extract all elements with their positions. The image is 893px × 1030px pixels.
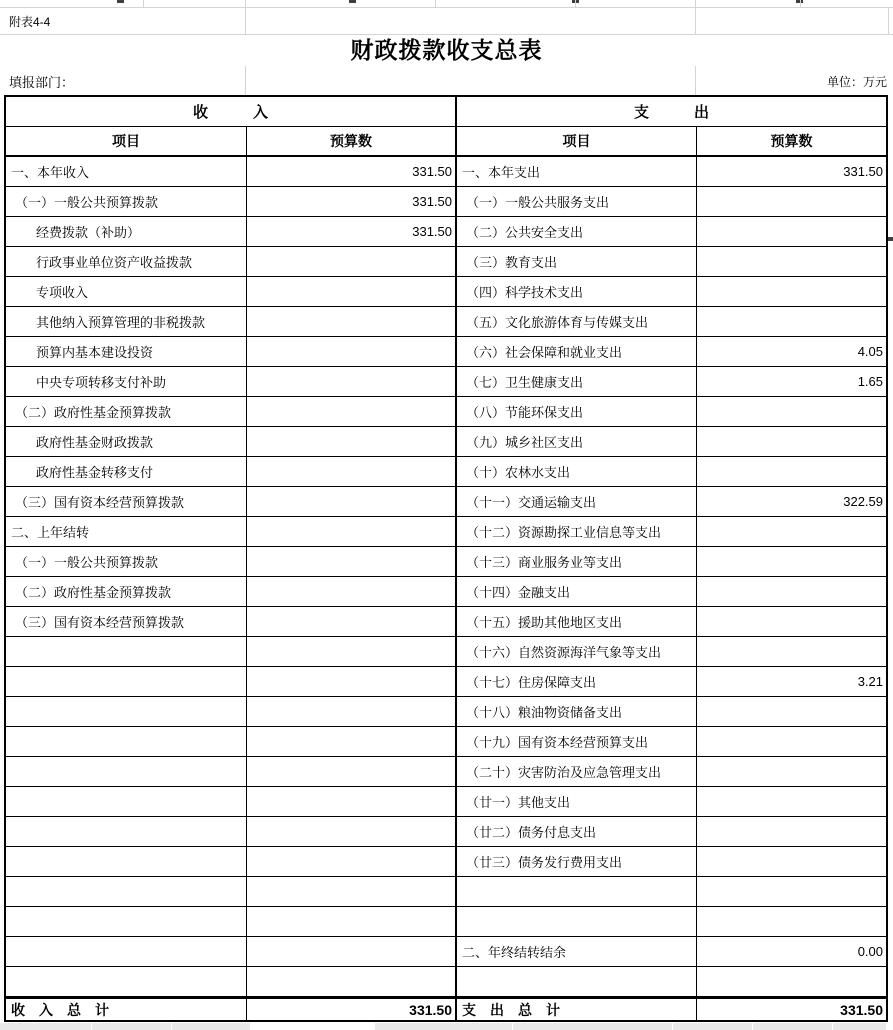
income-table-row (6, 967, 455, 997)
expenditure-item-cell[interactable]: （十一）交通运输支出 (457, 487, 697, 516)
expenditure-item-cell[interactable]: （廿一）其他支出 (457, 787, 697, 816)
income-item-cell[interactable] (6, 937, 247, 966)
income-table-row (6, 367, 455, 397)
expenditure-table-row (457, 877, 886, 907)
expenditure-budget-cell[interactable] (697, 397, 886, 426)
expenditure-budget-cell[interactable] (697, 637, 886, 666)
dept-label-cell[interactable]: 填报部门： (9, 75, 75, 90)
expenditure-table-row (457, 427, 886, 457)
expenditure-budget-cell[interactable] (697, 877, 886, 906)
gridline (245, 8, 246, 35)
expenditure-item-cell[interactable]: （十三）商业服务业等支出 (457, 547, 697, 576)
expenditure-budget-cell[interactable]: 3.21 (857, 674, 883, 689)
income-table-row (6, 757, 455, 787)
gridline (888, 8, 889, 35)
expenditure-item-cell[interactable]: （十七）住房保障支出 (457, 667, 697, 696)
expenditure-table-row (457, 907, 886, 937)
income-item-cell[interactable]: 行政事业单位资产收益拨款 (6, 247, 247, 276)
income-budget-cell[interactable] (247, 967, 455, 996)
income-budget-cell[interactable] (247, 937, 455, 966)
expenditure-table-row (457, 937, 886, 967)
income-table-row (6, 907, 455, 937)
expenditure-budget-cell[interactable] (697, 277, 886, 306)
expenditure-budget-cell[interactable] (697, 817, 886, 846)
expenditure-item-cell[interactable]: （十五）援助其他地区支出 (457, 607, 697, 636)
expenditure-budget-cell[interactable]: 0.00 (857, 944, 883, 959)
expenditure-item-cell[interactable]: 一、本年支出 (457, 157, 697, 186)
expenditure-table-row (457, 487, 886, 517)
expenditure-table-row (457, 217, 886, 247)
income-table-row (6, 337, 455, 367)
expenditure-budget-cell[interactable]: 4.05 (857, 344, 883, 359)
income-table-row (6, 847, 455, 877)
income-item-cell[interactable] (6, 637, 247, 666)
gridline (695, 66, 696, 95)
income-item-cell[interactable]: 经费拨款（补助） (6, 217, 247, 246)
expenditure-item-column-header[interactable]: 项目 (457, 127, 697, 155)
expenditure-item-cell[interactable]: （二十）灾害防治及应急管理支出 (457, 757, 697, 786)
gridline (695, 8, 696, 35)
clipped-character-artifact (117, 0, 124, 3)
expenditure-table-row (457, 517, 886, 547)
clipped-character-artifact (349, 0, 356, 3)
income-item-cell[interactable] (6, 787, 247, 816)
income-table-row (6, 637, 455, 667)
expenditure-table-row (457, 277, 886, 307)
expenditure-total-value-cell[interactable]: 331.50 (840, 1001, 883, 1018)
income-rows (6, 157, 457, 1020)
income-table-row (6, 817, 455, 847)
income-budget-cell[interactable] (247, 727, 455, 756)
income-budget-cell[interactable] (247, 877, 455, 906)
expenditure-table-row (457, 577, 886, 607)
income-table-row (6, 577, 455, 607)
income-total-value-cell[interactable]: 331.50 (409, 1001, 452, 1018)
income-item-cell[interactable]: （三）国有资本经营预算拨款 (6, 487, 247, 516)
income-budget-cell[interactable] (247, 247, 455, 276)
income-budget-cell[interactable] (247, 577, 455, 606)
expenditure-total-row (457, 997, 886, 1020)
expenditure-table-row (457, 187, 886, 217)
expenditure-table-row (457, 367, 886, 397)
expenditure-budget-cell[interactable] (697, 547, 886, 576)
income-item-cell[interactable]: 中央专项转移支付补助 (6, 367, 247, 396)
income-item-cell[interactable]: （一）一般公共预算拨款 (6, 187, 247, 216)
expenditure-item-cell[interactable]: （十六）自然资源海洋气象等支出 (457, 637, 697, 666)
expenditure-table-row (457, 307, 886, 337)
expenditure-item-cell[interactable]: （四）科学技术支出 (457, 277, 697, 306)
expenditure-budget-cell[interactable] (697, 577, 886, 606)
income-table-row (6, 727, 455, 757)
page-title[interactable]: 财政拨款收支总表 (350, 37, 543, 63)
expenditure-table-row (457, 697, 886, 727)
income-budget-cell[interactable] (247, 517, 455, 546)
income-budget-cell[interactable] (247, 277, 455, 306)
income-budget-cell[interactable] (247, 427, 455, 456)
expenditure-budget-cell[interactable]: 1.65 (857, 374, 883, 389)
income-total-label-cell[interactable]: 收 入 总 计 (6, 999, 247, 1020)
income-item-cell[interactable]: （二）政府性基金预算拨款 (6, 397, 247, 426)
expenditure-item-cell[interactable]: （十九）国有资本经营预算支出 (457, 727, 697, 756)
expenditure-budget-cell[interactable] (697, 307, 886, 336)
table-body (6, 157, 886, 1020)
income-table-row (6, 937, 455, 967)
income-table-row (6, 487, 455, 517)
expenditure-table-row (457, 457, 886, 487)
income-budget-cell[interactable] (247, 607, 455, 636)
expenditure-item-cell[interactable]: （廿二）债务付息支出 (457, 817, 697, 846)
expenditure-table-row (457, 547, 886, 577)
title-row (0, 35, 893, 66)
expenditure-table-row (457, 967, 886, 997)
expenditure-budget-cell[interactable]: 322.59 (843, 494, 883, 509)
expenditure-item-cell[interactable]: （廿三）债务发行费用支出 (457, 847, 697, 876)
income-item-cell[interactable] (6, 967, 247, 996)
income-table-row (6, 547, 455, 577)
income-budget-cell[interactable]: 331.50 (412, 194, 452, 209)
clipped-character-artifact (888, 237, 893, 241)
income-item-cell[interactable] (6, 817, 247, 846)
expenditure-item-cell[interactable] (457, 967, 697, 996)
income-item-cell[interactable]: 一、本年收入 (6, 157, 247, 186)
income-item-cell[interactable]: 专项收入 (6, 277, 247, 306)
expenditure-item-cell[interactable]: （二）公共安全支出 (457, 217, 697, 246)
expenditure-budget-cell[interactable] (697, 907, 886, 936)
income-budget-cell[interactable] (247, 547, 455, 576)
expenditure-item-cell[interactable]: （十二）资源勘探工业信息等支出 (457, 517, 697, 546)
expenditure-table-row (457, 247, 886, 277)
income-item-cell[interactable] (6, 877, 247, 906)
expenditure-item-cell[interactable]: （十）农林水支出 (457, 457, 697, 486)
expenditure-item-cell[interactable]: （十四）金融支出 (457, 577, 697, 606)
expenditure-rows (457, 157, 886, 1020)
expenditure-table-row (457, 637, 886, 667)
income-table-row (6, 517, 455, 547)
sheet-label-cell[interactable]: 附表4-4 (9, 15, 51, 29)
expenditure-budget-cell[interactable] (697, 847, 886, 876)
income-table-row (6, 157, 455, 187)
income-item-cell[interactable] (6, 907, 247, 936)
expenditure-budget-cell[interactable] (697, 457, 886, 486)
income-item-cell[interactable]: （三）国有资本经营预算拨款 (6, 607, 247, 636)
expenditure-table-row (457, 847, 886, 877)
column-header-row (6, 127, 886, 157)
income-budget-cell[interactable] (247, 457, 455, 486)
income-budget-cell[interactable] (247, 667, 455, 696)
dept-unit-row (0, 66, 893, 95)
income-table-row (6, 397, 455, 427)
income-budget-cell[interactable] (247, 697, 455, 726)
income-item-cell[interactable] (6, 667, 247, 696)
expenditure-item-cell[interactable]: （六）社会保障和就业支出 (457, 337, 697, 366)
income-item-cell[interactable] (6, 697, 247, 726)
clipped-row-remnant (0, 0, 893, 8)
income-table-row (6, 247, 455, 277)
income-table-row (6, 217, 455, 247)
income-table-row (6, 877, 455, 907)
income-table-row (6, 787, 455, 817)
gridline (245, 66, 246, 95)
income-item-cell[interactable]: 政府性基金财政拨款 (6, 427, 247, 456)
expenditure-table-row (457, 787, 886, 817)
income-item-cell[interactable] (6, 727, 247, 756)
expenditure-item-cell[interactable]: （八）节能环保支出 (457, 397, 697, 426)
expenditure-budget-cell[interactable] (697, 217, 886, 246)
expenditure-budget-cell[interactable] (697, 787, 886, 816)
income-table-row (6, 187, 455, 217)
expenditure-budget-column-header[interactable]: 预算数 (770, 133, 813, 149)
expenditure-table-row (457, 727, 886, 757)
section-header-row (6, 97, 886, 127)
expenditure-budget-cell[interactable] (697, 187, 886, 216)
income-total-row (6, 997, 455, 1020)
income-table-row (6, 697, 455, 727)
expenditure-item-cell[interactable]: （七）卫生健康支出 (457, 367, 697, 396)
income-item-cell[interactable]: （一）一般公共预算拨款 (6, 547, 247, 576)
expenditure-item-cell[interactable]: （十八）粮油物资储备支出 (457, 697, 697, 726)
income-table-row (6, 427, 455, 457)
summary-table (4, 95, 888, 1022)
expenditure-budget-cell[interactable] (697, 697, 886, 726)
expenditure-table-row (457, 757, 886, 787)
income-budget-column-header[interactable]: 预算数 (247, 127, 457, 155)
income-table-row (6, 607, 455, 637)
expenditure-total-label-cell[interactable]: 支 出 总 计 (457, 999, 697, 1020)
expenditure-table-row (457, 667, 886, 697)
income-table-row (6, 457, 455, 487)
expenditure-table-row (457, 397, 886, 427)
expenditure-budget-cell[interactable]: 331.50 (843, 164, 883, 179)
expenditure-budget-cell[interactable] (697, 517, 886, 546)
expenditure-item-cell[interactable]: （一）一般公共服务支出 (457, 187, 697, 216)
expenditure-item-cell[interactable] (457, 907, 697, 936)
income-table-row (6, 307, 455, 337)
income-budget-cell[interactable] (247, 847, 455, 876)
expenditure-table-row (457, 157, 886, 187)
expenditure-section-header[interactable]: 支 出 (633, 104, 709, 121)
income-budget-cell[interactable]: 331.50 (412, 164, 452, 179)
expenditure-item-cell[interactable]: （三）教育支出 (457, 247, 697, 276)
income-item-column-header[interactable]: 项目 (6, 127, 247, 155)
expenditure-budget-cell[interactable] (697, 607, 886, 636)
income-budget-cell[interactable]: 331.50 (412, 224, 452, 239)
income-budget-cell[interactable] (247, 817, 455, 846)
expenditure-budget-cell[interactable] (697, 427, 886, 456)
income-budget-cell[interactable] (247, 907, 455, 936)
income-item-cell[interactable]: （二）政府性基金预算拨款 (6, 577, 247, 606)
income-item-cell[interactable] (6, 847, 247, 876)
income-item-cell[interactable]: 二、上年结转 (6, 517, 247, 546)
income-budget-cell[interactable] (247, 397, 455, 426)
income-item-cell[interactable]: 预算内基本建设投资 (6, 337, 247, 366)
income-budget-cell[interactable] (247, 757, 455, 786)
income-table-row (6, 277, 455, 307)
income-budget-cell[interactable] (247, 307, 455, 336)
expenditure-item-cell[interactable]: 二、年终结转结余 (457, 937, 697, 966)
expenditure-budget-cell[interactable] (697, 757, 886, 786)
expenditure-table-row (457, 337, 886, 367)
clipped-cells-remnant (0, 1023, 893, 1030)
income-item-cell[interactable]: 政府性基金转移支付 (6, 457, 247, 486)
income-section-header[interactable]: 收 入 (6, 97, 457, 126)
income-budget-cell[interactable] (247, 487, 455, 516)
sheet-label-row (0, 8, 893, 35)
expenditure-budget-cell[interactable] (697, 247, 886, 276)
expenditure-table-row (457, 817, 886, 847)
income-table-row (6, 667, 455, 697)
expenditure-table-row (457, 607, 886, 637)
income-budget-cell[interactable] (247, 637, 455, 666)
income-item-cell[interactable]: 其他纳入预算管理的非税拨款 (6, 307, 247, 336)
income-item-cell[interactable] (6, 757, 247, 786)
expenditure-budget-cell[interactable] (697, 967, 886, 996)
expenditure-item-cell[interactable]: （九）城乡社区支出 (457, 427, 697, 456)
income-budget-cell[interactable] (247, 787, 455, 816)
expenditure-item-cell[interactable] (457, 877, 697, 906)
unit-label-cell[interactable]: 单位：万元 (826, 75, 887, 89)
expenditure-item-cell[interactable]: （五）文化旅游体育与传媒支出 (457, 307, 697, 336)
income-budget-cell[interactable] (247, 367, 455, 396)
income-budget-cell[interactable] (247, 337, 455, 366)
expenditure-budget-cell[interactable] (697, 727, 886, 756)
